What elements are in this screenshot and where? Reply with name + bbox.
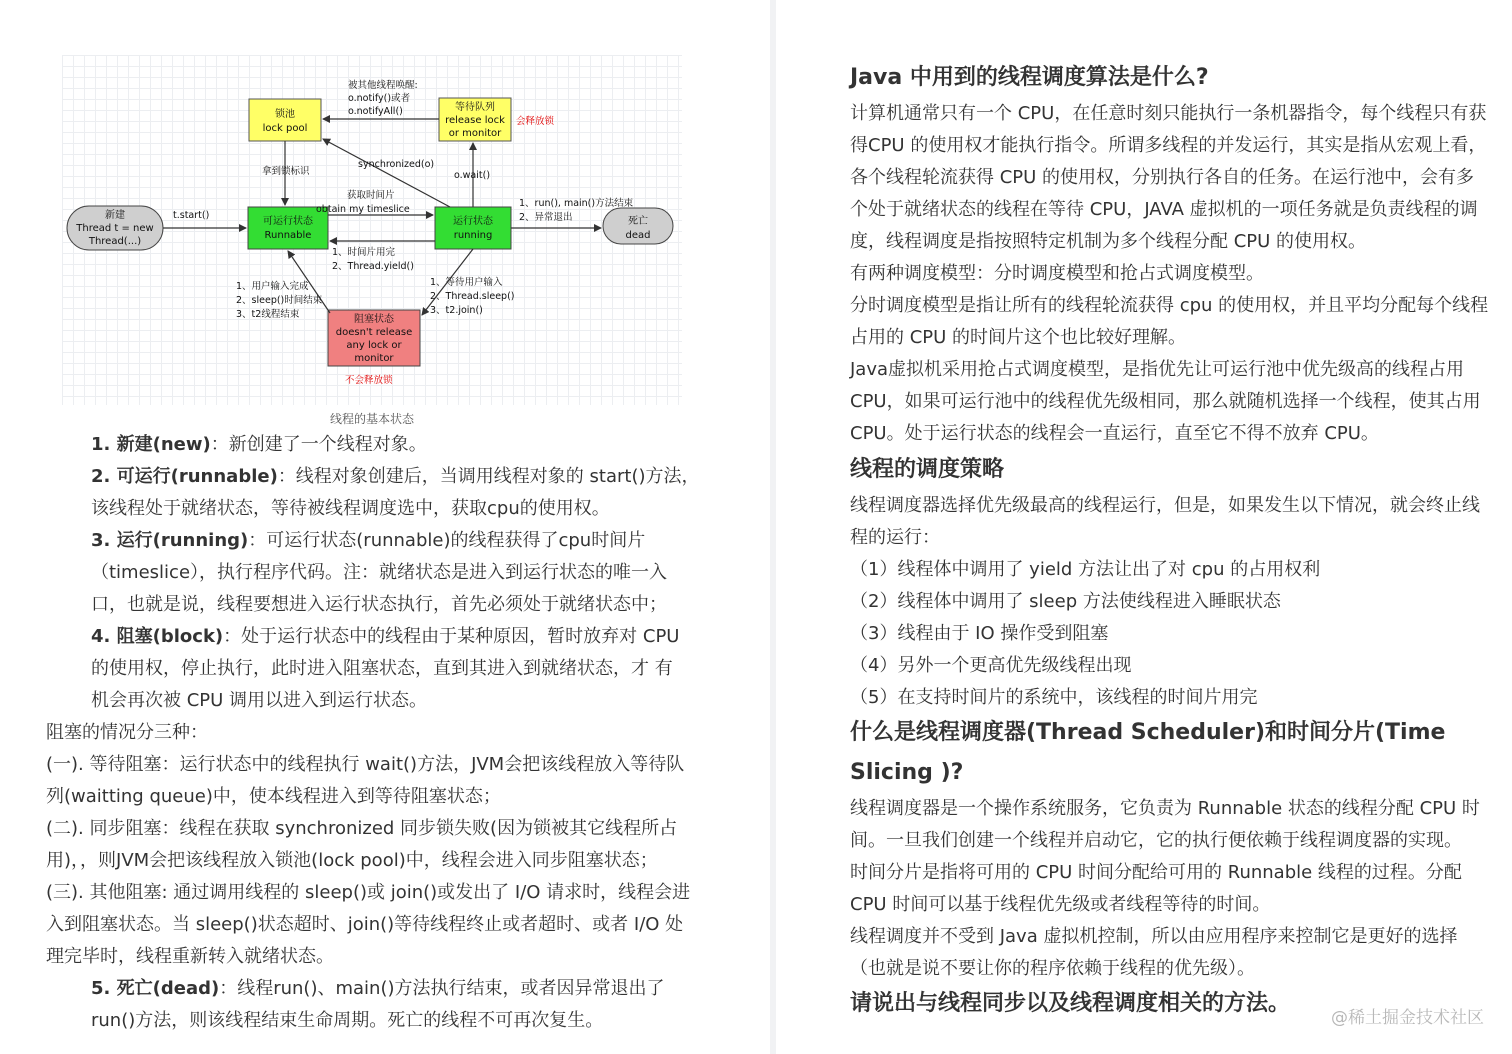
run-end-label-1: 1、run(), main()方法结束 bbox=[519, 198, 634, 209]
unblock-label-2: 2、sleep()时间结束 bbox=[236, 295, 323, 306]
wakeup-label-1: 被其他线程唤醒: bbox=[348, 80, 418, 91]
release-lock-label: 会释放锁 bbox=[516, 116, 555, 127]
para-scheduler-2: 间。一旦我们创建一个线程并启动它，它的执行便依赖于线程调度器的实现。 bbox=[850, 830, 1462, 851]
new-label-3: Thread(...) bbox=[88, 236, 142, 247]
section-dead-cont: run()方法，则该线程结束生命周期。死亡的线程不可再次复生。 bbox=[91, 1010, 604, 1031]
heading-thread-scheduler-2: Slicing )? bbox=[850, 760, 964, 785]
section-new bbox=[91, 429, 427, 461]
section-running-text: ：可运行状态(runnable)的线程获得了cpu时间片 bbox=[248, 530, 646, 551]
para-scheduler-1: 线程调度器是一个操作系统服务，它负责为 Runnable 状态的线程分配 CPU 时 bbox=[850, 798, 1480, 819]
wait-label: o.wait() bbox=[454, 170, 491, 181]
section-running-cont-1: （timeslice），执行程序代码。注：就绪状态是进入到运行状态的唯一入 bbox=[91, 562, 668, 583]
thread-state-diagram bbox=[62, 55, 682, 405]
para-cpu-1: 计算机通常只有一个 CPU，在任意时刻只能执行一条机器指令，每个线程只有获 bbox=[850, 103, 1487, 124]
para-cpu-3: 各个线程轮流获得 CPU 的使用权，分别执行各自的任务。在运行池中，会有多 bbox=[850, 167, 1475, 188]
heading-thread-scheduler-1: 什么是线程调度器(Thread Scheduler)和时间分片(Time bbox=[850, 720, 1446, 745]
yield-label-2: 2、Thread.yield() bbox=[332, 261, 414, 272]
right-page bbox=[776, 0, 1512, 1054]
para-slicing-1: 时间分片是指将可用的 CPU 时间分配给可用的 Runnable 线程的过程。分配 bbox=[850, 862, 1462, 883]
para-cpu-2: 得CPU 的使用权才能执行指令。所谓多线程的并发运行，其实是指从宏观上看， bbox=[850, 135, 1487, 156]
section-runnable-cont: 该线程处于就绪状态，等待被线程调度选中，获取cpu的使用权。 bbox=[91, 498, 610, 519]
running-label-2: running bbox=[453, 230, 493, 241]
section-new-text: ：新创建了一个线程对象。 bbox=[210, 434, 427, 455]
section-running-title: 3. 运行(running) bbox=[91, 530, 249, 551]
section-block-text: ：处于运行状态中的线程由于某种原因，暂时放弃对 CPU bbox=[223, 626, 680, 647]
state-diagram-svg bbox=[62, 55, 682, 405]
running-label-1: 运行状态 bbox=[453, 216, 493, 227]
section-dead-title: 5. 死亡(dead) bbox=[91, 978, 220, 999]
para-cpu-5: 度，线程调度是指按照特定机制为多个线程分配 CPU 的使用权。 bbox=[850, 231, 1367, 252]
lock-pool-node bbox=[249, 99, 321, 141]
heading-scheduling-algorithm: Java 中用到的线程调度算法是什么? bbox=[850, 65, 1209, 90]
timeslice-label-2: obtain my timeslice bbox=[316, 204, 410, 215]
lock-pool-label-1: 锁池 bbox=[275, 109, 295, 120]
list-item-5: （5）在支持时间片的系统中，该线程的时间片用完 bbox=[850, 687, 1258, 708]
para-timeshare-1: 分时调度模型是指让所有的线程轮流获得 cpu 的使用权，并且平均分配每个线程 bbox=[850, 295, 1489, 316]
para-timeshare-2: 占用的 CPU 的时间片这个也比较好理解。 bbox=[850, 327, 1187, 348]
blocked-label-2: doesn't release bbox=[335, 327, 413, 338]
section-dead-text: ：线程run()、main()方法执行结束，或者因异常退出了 bbox=[219, 978, 665, 999]
para-control-1: 线程调度并不受到 Java 虚拟机控制，所以由应用程序来控制它是更好的选择 bbox=[850, 926, 1458, 947]
para-slicing-2: CPU 时间可以基于线程优先级或者线程等待的时间。 bbox=[850, 894, 1271, 915]
list-item-3: （3）线程由于 IO 操作受到阻塞 bbox=[850, 623, 1109, 644]
timeslice-label-1: 获取时间片 bbox=[347, 190, 395, 201]
section-block-cont-2: 机会再次被 CPU 调用以进入到运行状态。 bbox=[91, 690, 428, 711]
para-preemptive-2: CPU，如果可运行池中的线程优先级相同，那么就随机选择一个线程，使其占用 bbox=[850, 391, 1481, 412]
section-runnable-title: 2. 可运行(runnable) bbox=[91, 466, 278, 487]
run-end-label-2: 2、异常退出 bbox=[519, 212, 573, 223]
list-item-1: （1）线程体中调用了 yield 方法让出了对 cpu 的占用权利 bbox=[850, 559, 1321, 580]
new-label-1: 新建 bbox=[105, 210, 125, 221]
block-label-3: 3、t2.join() bbox=[430, 305, 483, 316]
wakeup-label-2: o.notify()或者 bbox=[348, 93, 411, 104]
block-sync-2: 用)，，则JVM会把该线程放入锁池(lock pool)中，线程会进入同步阻塞状态； bbox=[46, 850, 658, 871]
watermark: @稀土掘金技术社区 bbox=[1331, 1008, 1484, 1028]
block-wait-1: (一). 等待阻塞：运行状态中的线程执行 wait()方法，JVM会把该线程放入等待队 bbox=[46, 754, 685, 775]
blocked-label-4: monitor bbox=[354, 353, 394, 364]
section-block-cont-1: 的使用权，停止执行，此时进入阻塞状态，直到其进入到就绪状态，才 有 bbox=[91, 658, 673, 679]
block-sync-1: (二). 同步阻塞：线程在获取 synchronized 同步锁失败(因为锁被其它线程所占 bbox=[46, 818, 678, 839]
section-runnable bbox=[91, 461, 700, 493]
dead-label-1: 死亡 bbox=[628, 216, 648, 227]
wait-queue-label-1: 等待队列 bbox=[455, 102, 495, 113]
block-other-3: 理完毕时，线程重新转入就绪状态。 bbox=[46, 946, 334, 967]
para-strategy-1: 线程调度器选择优先级最高的线程运行，但是，如果发生以下情况，就会终止线 bbox=[850, 495, 1480, 516]
section-dead bbox=[91, 973, 665, 1005]
para-preemptive-1: Java虚拟机采用抢占式调度模型，是指优先让可运行池中优先级高的线程占用 bbox=[850, 359, 1465, 380]
yield-label-1: 1、时间片用完 bbox=[332, 247, 396, 258]
diagram-caption: 线程的基本状态 bbox=[329, 412, 414, 426]
block-intro: 阻塞的情况分三种： bbox=[46, 722, 208, 743]
block-other-1: (三). 其他阻塞: 通过调用线程的 sleep()或 join()或发出了 I/O 请求时，线程会进 bbox=[46, 882, 691, 903]
heading-scheduling-strategy: 线程的调度策略 bbox=[850, 457, 1005, 482]
section-new-title: 1. 新建(new) bbox=[91, 434, 211, 455]
blocked-label-1: 阻塞状态 bbox=[354, 314, 394, 325]
wakeup-label-3: o.notifyAll() bbox=[348, 106, 403, 117]
no-release-lock-label: 不会释放锁 bbox=[345, 375, 393, 386]
block-label-2: 2、Thread.sleep() bbox=[430, 291, 515, 302]
wait-queue-label-3: or monitor bbox=[448, 128, 502, 139]
lock-pool-label-2: lock pool bbox=[262, 123, 308, 134]
section-runnable-text: ：线程对象创建后，当调用线程对象的 start()方法， bbox=[277, 466, 700, 487]
runnable-label-1: 可运行状态 bbox=[263, 216, 313, 227]
list-item-2: （2）线程体中调用了 sleep 方法使线程进入睡眠状态 bbox=[850, 591, 1281, 612]
unblock-label-1: 1、用户输入完成 bbox=[236, 281, 309, 292]
section-running-cont-2: 口，也就是说，线程要想进入运行状态执行，首先必须处于就绪状态中； bbox=[91, 594, 667, 615]
para-preemptive-3: CPU。处于运行状态的线程会一直运行，直至它不得不放弃 CPU。 bbox=[850, 423, 1379, 444]
section-running bbox=[91, 525, 645, 557]
new-label-2: Thread t = new bbox=[76, 223, 154, 234]
section-block-title: 4. 阻塞(block) bbox=[91, 626, 224, 647]
block-other-2: 入到阻塞状态。当 sleep()状态超时、join()等待线程终止或者超时、或者 I/O 处 bbox=[46, 914, 684, 935]
running-node bbox=[435, 207, 511, 249]
section-block bbox=[91, 621, 679, 653]
block-wait-2: 列(waitting queue)中，使本线程进入到等待阻塞状态； bbox=[46, 786, 501, 807]
blocked-label-3: any lock or bbox=[346, 340, 402, 351]
dead-label-2: dead bbox=[625, 230, 651, 241]
runnable-label-2: Runnable bbox=[264, 230, 312, 241]
block-label-1: 1、等待用户输入 bbox=[430, 277, 503, 288]
synchronized-label: synchronized(o) bbox=[358, 159, 435, 170]
get-lock-label: 拿到锁标识 bbox=[262, 166, 310, 177]
para-cpu-4: 个处于就绪状态的线程在等待 CPU，JAVA 虚拟机的一项任务就是负责线程的调 bbox=[850, 199, 1478, 220]
unblock-label-3: 3、t2线程结束 bbox=[236, 309, 300, 320]
heading-sync-methods: 请说出与线程同步以及线程调度相关的方法。 bbox=[850, 991, 1291, 1016]
list-item-4: （4）另外一个更高优先级线程出现 bbox=[850, 655, 1132, 676]
para-strategy-2: 程的运行： bbox=[850, 527, 940, 548]
para-control-2: （也就是说不要让你的程序依赖于线程的优先级）。 bbox=[850, 958, 1255, 979]
wait-queue-label-2: release lock bbox=[445, 115, 505, 126]
para-models: 有两种调度模型：分时调度模型和抢占式调度模型。 bbox=[850, 263, 1264, 284]
start-label: t.start() bbox=[173, 210, 210, 221]
